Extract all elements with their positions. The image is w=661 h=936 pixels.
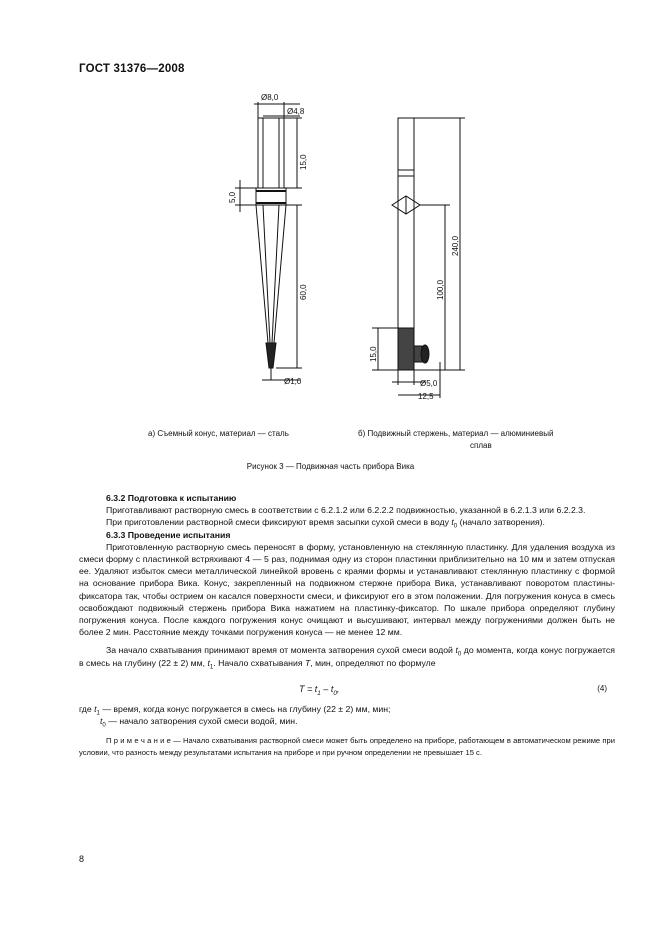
cone-drawing [235,102,302,380]
where-t1: где $t_1$ — время, когда конус погружается в смесь на глубину (22 ± 2) мм, мин; [79,703,391,717]
rod-drawing [372,118,465,398]
dim-d-top: Ø8,0 [261,93,279,102]
note: П р и м е ч а н и е — Начало схватывания растворной смеси может быть определено на приборе, работающем в автоматическом режиме при условии, что разность между результатами испытания на приборе и при ручном определении не превышает 15 с. [79,736,616,757]
dim-len-cone: 60,0 [299,284,308,300]
caption-b: б) Подвижный стержень, материал — алюминиевый [358,429,554,438]
where-t0: $t_0$ — начало затворения сухой смеси водой, мин. [100,716,298,729]
page-number: 8 [79,854,85,864]
dim-len-lower: 100,0 [436,279,445,300]
formula-number: (4) [597,683,607,693]
dim-total: 240,0 [451,235,460,256]
figure-title: Рисунок 3 — Подвижная часть прибора Вика [246,462,415,471]
body-text [79,492,615,758]
paragraph: За начало схватывания принимают время от момента затворения сухой смеси водой $t_0$ до момента, когда конус погружается в смесь на глубину (22 ± 2) мм, $t_1$. Начало схватывания T, мин, определяют по формуле [79,645,615,671]
dim-d-inner: Ø4,8 [287,107,305,116]
paragraph: При приготовлении растворной смеси фиксируют время засыпки сухой смеси в воду $t_0$ (начало затворения). [106,517,545,531]
paragraph: Приготавливают растворную смесь в соответствии с 6.2.1.2 или 6.2.2.2 подвижностью, указанной в 6.2.1.3 или 6.2.2.3. [106,505,586,516]
dim-d-rod: Ø5,0 [420,379,438,388]
formula: $T = t_1 - t_0$, (4) [299,683,607,697]
section-heading-633: 6.3.3 Проведение испытания [106,529,231,540]
section-heading-632: 6.3.2 Подготовка к испытанию [106,493,237,503]
figure-drawing [0,0,661,460]
document-header: ГОСТ 31376—2008 [79,63,185,75]
dim-len-top: 15,0 [299,154,308,170]
paragraph: Приготовленную растворную смесь переносят в форму, установленную на стеклянную пластинку. Для удаления воздуха из смеси форму с пластинкой встряхивают 4 — 5 раз, поднимая одну из сторон пластинки приблизительно на 10 мм и затем отпуская ее. Удаляют избыток смеси металлической линейкой вровень с краями формы и устанавливают стеклянную пластинку с формой на основание прибора Вика. Конус, закрепленный на подвижном стержне прибора Вика, устанавливают поворотом пластины-фиксатора так, чтобы острием он касался поверхности смеси, и фиксируют его в этом положении. Для погружения конуса в смесь освобождают подвижный стержень прибора Вика нажатием на пластинку-фиксатор. По шкале прибора определяют глубину погружения конуса. После каждого погружения конус очищают и высушивают, интервал между погружениями должен быть не более 2 мин. Расстояние между точками погружения конуса — не менее 12 мм. [79,541,615,638]
caption-a: а) Съемный конус, материал — сталь [148,429,289,438]
dim-d-tip: Ø1,0 [284,377,302,386]
dim-w-collar: 12,5 [418,392,434,401]
caption-b-cont: сплав [470,441,492,450]
dim-len-collar: 5,0 [228,191,237,203]
dim-h-collar: 15,0 [369,346,378,362]
